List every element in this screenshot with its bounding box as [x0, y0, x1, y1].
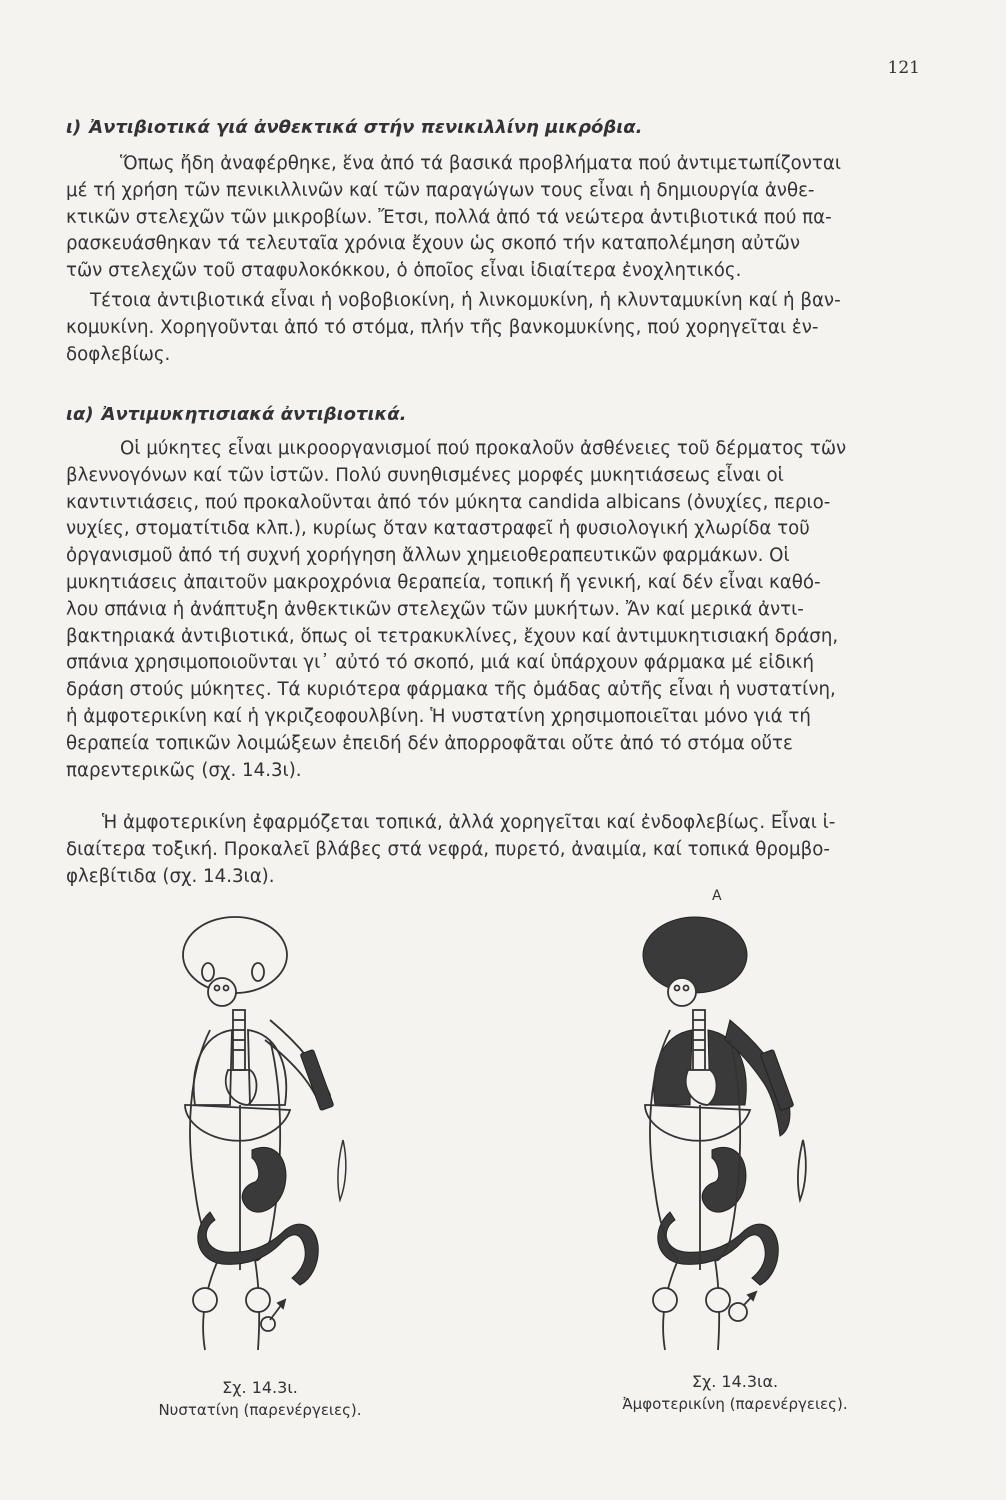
text-line: καντιντιάσεις, πού προκαλοῦνται ἀπό τόν μύκητα candida albicans (ὀνυχίες, περιο- — [66, 491, 831, 513]
body-diagram-amphotericin — [620, 900, 880, 1370]
section-number: ι) — [66, 117, 82, 138]
text-line: παρεντερικῶς (σχ. 14.3ι). — [66, 759, 302, 781]
text-line: λου σπάνια ἡ ἀνάπτυξη ἀνθεκτικῶν στελεχῶν τῶν μυκήτων. Ἄν καί μερικά ἀντι- — [66, 598, 804, 620]
text-line: διαίτερα τοξική. Προκαλεῖ βλάβες στά νεφρά, πυρετό, ἀναιμία, καί τοπικά θρομβο- — [66, 838, 830, 860]
text-line: θεραπεία τοπικῶν λοιμώξεων ἐπειδή δέν ἀπορροφᾶται οὔτε ἀπό τό στόμα οὔτε — [66, 732, 793, 754]
text-line: σπάνια χρησιμοποιοῦνται γι᾽ αὐτό τό σκοπό, μιά καί ὑπάρχουν φάρμακα μέ εἰδική — [66, 652, 814, 674]
figure-caption-text: Νυστατίνη (παρενέργειες). — [158, 1401, 362, 1419]
figure-label: A — [712, 888, 722, 904]
text-line: τῶν στελεχῶν τοῦ σταφυλοκόκκου, ὁ ὁποῖος εἶναι ἰδιαίτερα ἐνοχλητικός. — [66, 260, 742, 282]
text-line: ρασκευάσθηκαν τά τελευταῖα χρόνια ἔχουν ὡς σκοπό τήν καταπολέμηση αὐτῶν — [66, 233, 801, 255]
text-line: ἡ ἀμφοτερικίνη καί ἡ γκριζεοφουλβίνη. Ἡ νυστατίνη χρησιμοποιεῖται μόνο γιά τή — [66, 705, 811, 727]
paragraph — [66, 436, 926, 784]
text-line: βακτηριακά ἀντιβιοτικά, ὅπως οἱ τετρακυκλίνες, ἔχουν καί ἀντιμυκητισιακή δράση, — [66, 625, 839, 647]
page-number: 121 — [887, 58, 920, 78]
text-line: Τέτοια ἀντιβιοτικά εἶναι ἡ νοβοβιοκίνη, ἡ λινκομυκίνη, ἡ κλυνταμυκίνη καί ἡ βαν- — [90, 290, 841, 311]
paragraph — [66, 288, 926, 368]
section-title: Ἀντιμυκητισιακά ἀντιβιοτικά. — [101, 404, 407, 425]
text-line: μέ τή χρήση τῶν πενικιλλινῶν καί τῶν παραγώγων τους εἶναι ἡ δημιουργία ἀνθε- — [66, 179, 815, 201]
text-line: δοφλεβίως. — [66, 343, 171, 365]
figure-number: Σχ. 14.3ι. — [222, 1378, 298, 1397]
text-line: ὀργανισμοῦ ἀπό τή συχνή χορήγηση ἄλλων χημειοθεραπευτικῶν φαρμάκων. Οἱ — [66, 545, 790, 567]
figure-caption — [600, 1372, 870, 1413]
text-line: δράση στούς μύκητες. Τά κυριότερα φάρμακα τῆς ὁμάδας αὐτῆς εἶναι ἡ νυστατίνη, — [66, 679, 836, 701]
figure-nystatin — [160, 900, 400, 1370]
text-line: Ἡ ἀμφοτερικίνη ἐφαρμόζεται τοπικά, ἀλλά χορηγεῖται καί ἐνδοφλεβίως. Εἶναι ἰ- — [102, 812, 836, 833]
text-line: βλεννογόνων καί τῶν ἰστῶν. Πολύ συνηθισμένες μορφές μυκητιάσεως εἶναι οἱ — [66, 464, 784, 486]
text-line: μυκητιάσεις ἀπαιτοῦν μακροχρόνια θεραπεία, τοπική ἤ γενική, καί δέν εἶναι καθό- — [66, 571, 821, 593]
section-number: ια) — [66, 404, 94, 425]
figure-amphotericin — [620, 888, 880, 1370]
figure-number: Σχ. 14.3ια. — [691, 1372, 779, 1391]
paragraph — [66, 151, 926, 285]
section-title: Ἀντιβιοτικά γιά ἀνθεκτικά στήν πενικιλλίνη μικρόβια. — [89, 117, 643, 138]
text-line: κομυκίνη. Χορηγοῦνται ἀπό τό στόμα, πλήν τῆς βανκομυκίνης, πού χορηγεῖται ἐν- — [66, 316, 819, 338]
body-diagram-nystatin — [160, 900, 400, 1370]
figure-caption — [135, 1378, 385, 1419]
text-line: Οἱ μύκητες εἶναι μικροοργανισμοί πού προκαλοῦν ἀσθένειες τοῦ δέρματος τῶν — [120, 438, 847, 459]
text-line: κτικῶν στελεχῶν τῶν μικροβίων. Ἔτσι, πολλά ἀπό τά νεώτερα ἀντιβιοτικά πού πα- — [66, 206, 832, 228]
section-heading-ia — [66, 404, 926, 425]
figure-caption-text: Ἀμφοτερικίνη (παρενέργειες). — [622, 1395, 848, 1413]
section-heading-i — [66, 117, 926, 138]
paragraph — [66, 810, 926, 890]
text-line: νυχίες, στοματίτιδα κλπ.), κυρίως ὅταν καταστραφεῖ ἡ φυσιολογική χλωρίδα τοῦ — [66, 518, 810, 540]
text-line: Ὅπως ἤδη ἀναφέρθηκε, ἕνα ἀπό τά βασικά προβλήματα πού ἀντιμετωπίζονται — [120, 153, 842, 174]
text-line: φλεβίτιδα (σχ. 14.3ια). — [66, 865, 275, 887]
